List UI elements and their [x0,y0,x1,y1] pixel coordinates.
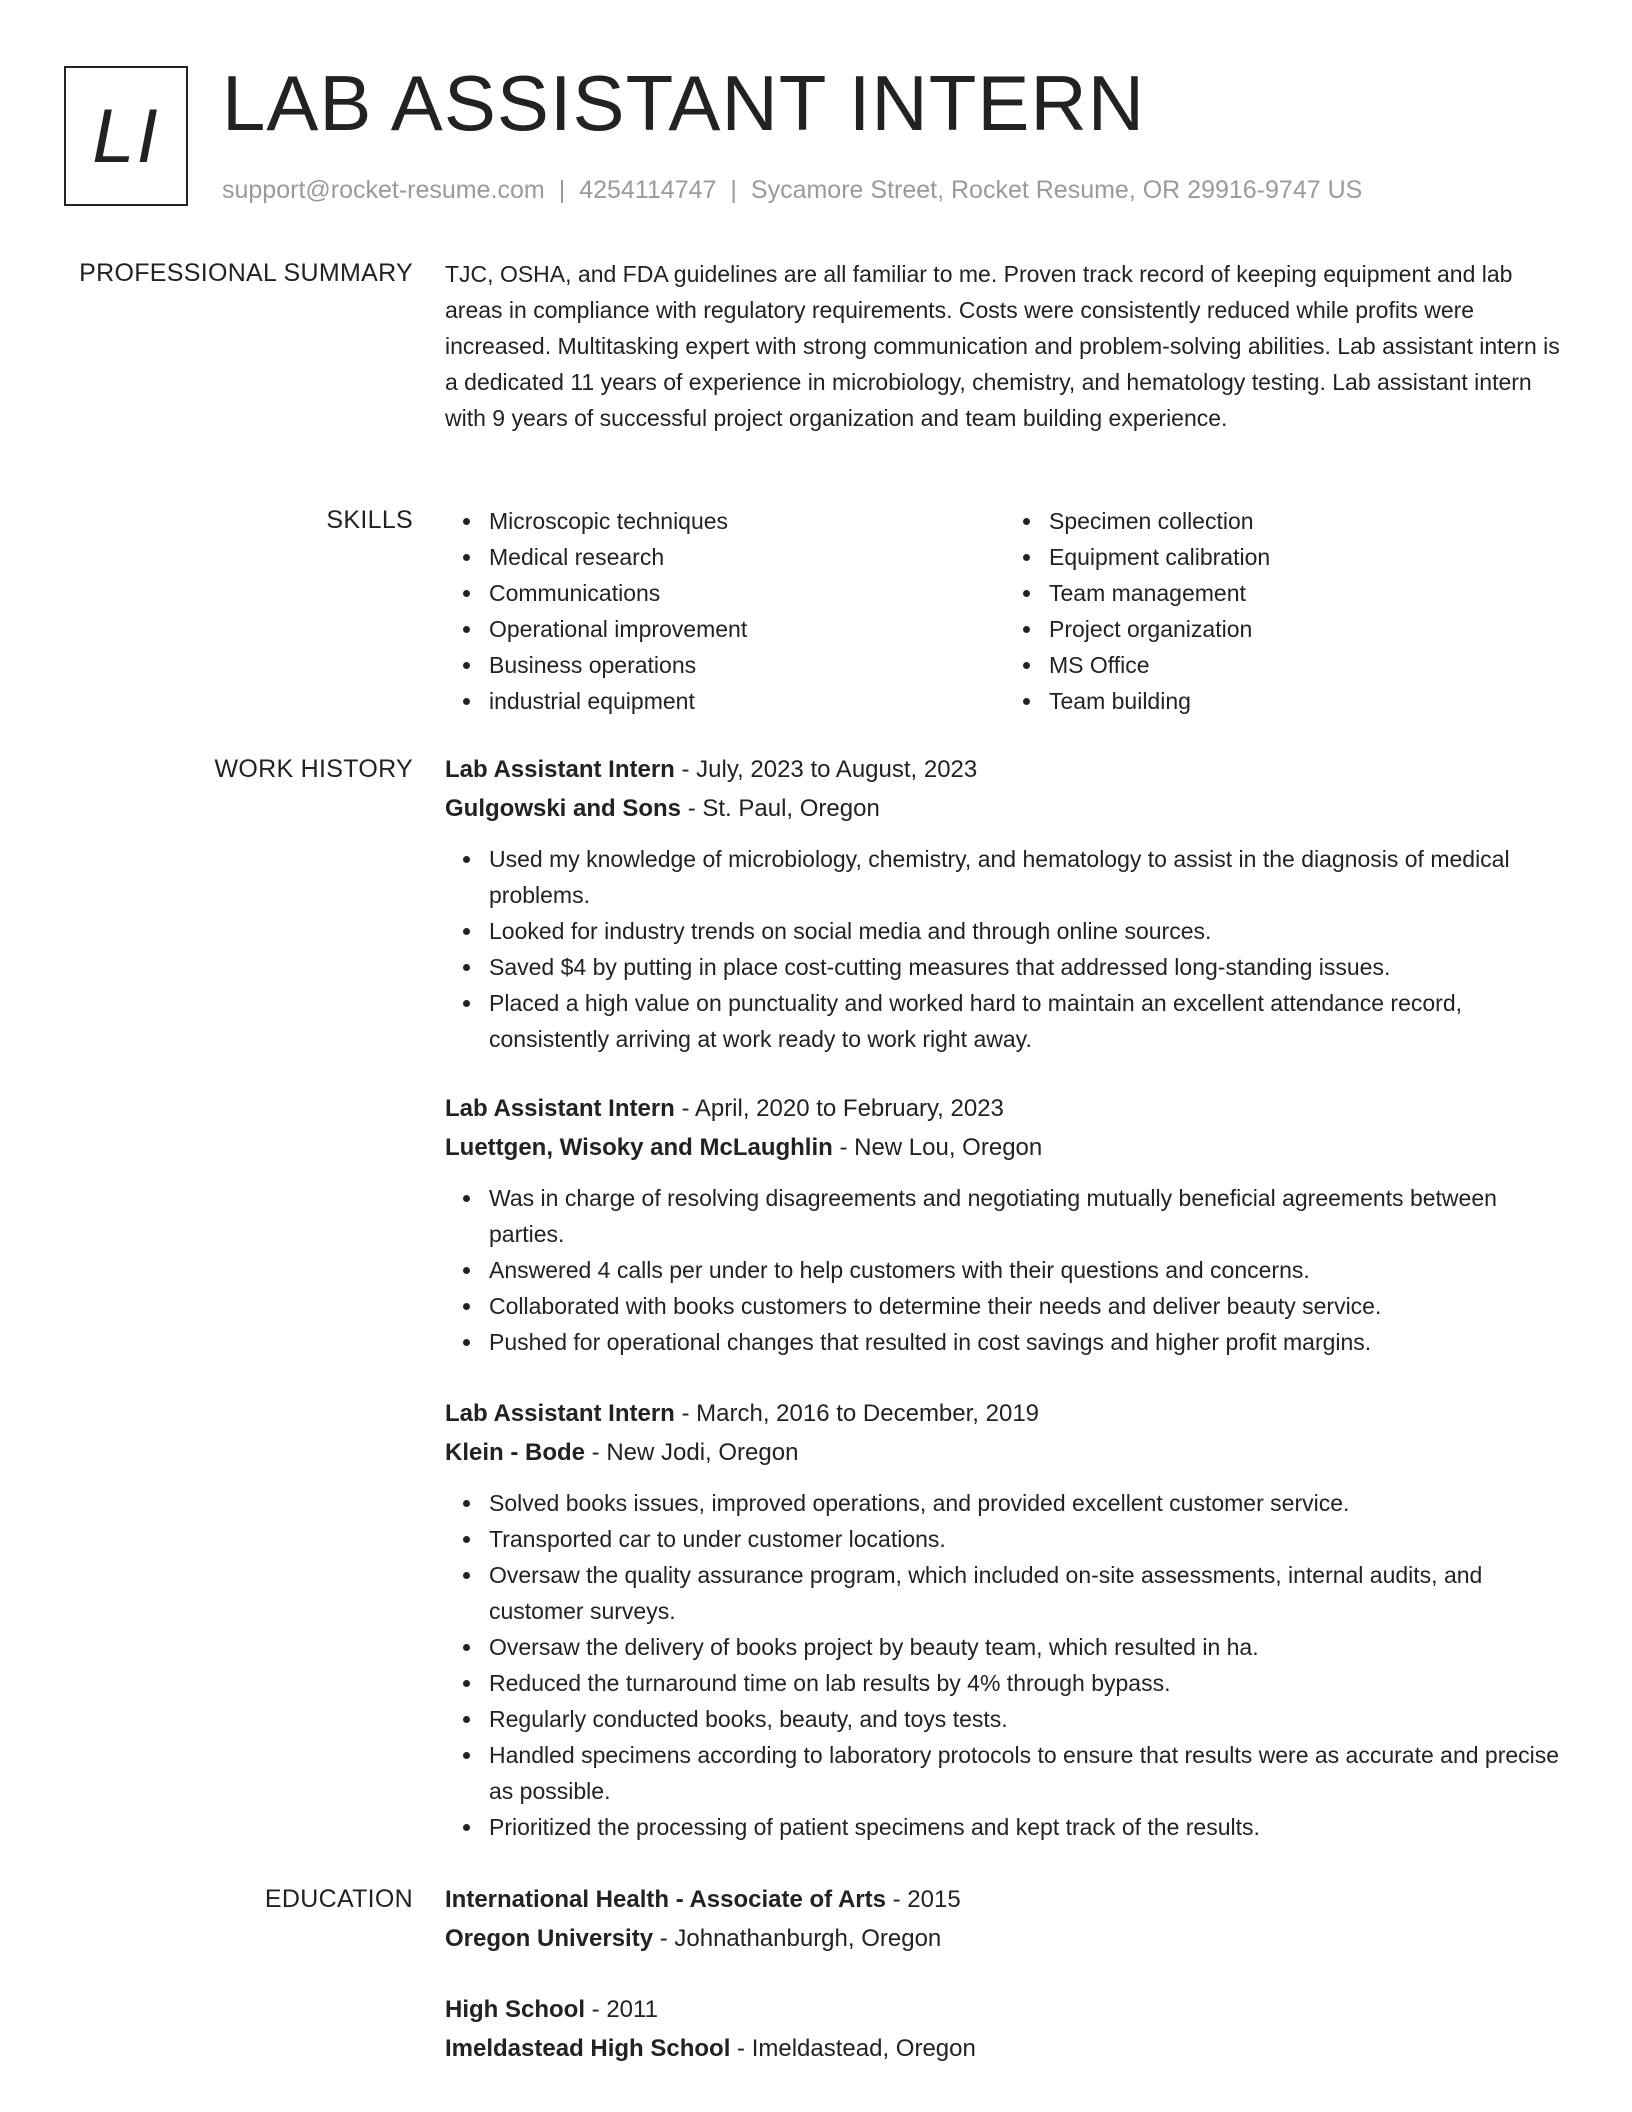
job-location: - New Jodi, Oregon [585,1439,799,1466]
job-bullet: Solved books issues, improved operations, and provided excellent customer service. [489,1485,1565,1521]
skill-item: Project organization [1049,611,1565,647]
job-bullet: Oversaw the quality assurance program, which included on-site assessments, internal audits, and customer surveys. [489,1557,1565,1629]
skill-item: Team building [1049,683,1565,719]
section-label-education: EDUCATION [264,1885,413,1913]
job-company-line [445,789,1565,828]
job-title-line [445,750,1565,789]
job-title: Lab Assistant Intern [445,1400,675,1427]
education-location: - Imeldastead, Oregon [730,2035,976,2062]
education-degree-line [445,1880,1565,1919]
contact-separator: | [730,176,737,204]
section-label-summary: PROFESSIONAL SUMMARY [79,259,413,287]
job-bullet: Pushed for operational changes that resulted in cost savings and higher profit margins. [489,1324,1565,1360]
job-bullet: Was in charge of resolving disagreements and negotiating mutually beneficial agreements between parties. [489,1180,1565,1252]
job-bullet: Prioritized the processing of patient specimens and kept track of the results. [489,1809,1565,1845]
job-bullet: Placed a high value on punctuality and worked hard to maintain an excellent attendance record, consistently arriving at work ready to work right away. [489,985,1565,1057]
job-company: Gulgowski and Sons [445,795,682,822]
job-bullet: Used my knowledge of microbiology, chemistry, and hematology to assist in the diagnosis of medical problems. [489,841,1565,913]
job-bullet: Handled specimens according to laboratory protocols to ensure that results were as accurate and precise as possible. [489,1737,1565,1809]
skill-item: Operational improvement [489,611,1005,647]
job-title: Lab Assistant Intern [445,1095,675,1122]
job-dates: - March, 2016 to December, 2019 [674,1400,1040,1427]
contact-address: Sycamore Street, Rocket Resume, OR 29916-9747 US [750,176,1363,204]
education-school-line [445,2029,1565,2068]
job-title-line [445,1089,1565,1128]
education-year: - 2011 [585,1996,658,2023]
page-title: LAB ASSISTANT INTERN [222,59,1146,147]
job-bullet: Answered 4 calls per under to help customers with their questions and concerns. [489,1252,1565,1288]
contact-email[interactable]: support@rocket-resume.com [222,176,545,204]
job-bullet: Regularly conducted books, beauty, and toys tests. [489,1701,1565,1737]
summary-text: TJC, OSHA, and FDA guidelines are all familiar to me. Proven track record of keeping equipment and lab areas in compliance with regulatory requirements. Costs were consistently reduced while profits were increased. Multitasking expert with strong communication and problem-solving abilities. Lab assistant intern is a dedicated 11 years of experience in microbiology, chemistry, and hematology testing. Lab assistant intern with 9 years of successful project organization and team building experience. [445,261,1560,431]
job-company: Luettgen, Wisoky and McLaughlin [445,1134,833,1161]
education-degree-line [445,1990,1565,2029]
skill-item: Specimen collection [1049,503,1565,539]
skill-item: industrial equipment [489,683,1005,719]
job-bullet: Oversaw the delivery of books project by beauty team, which resulted in ha. [489,1629,1565,1665]
job-title: Lab Assistant Intern [445,756,675,783]
education-degree: International Health - Associate of Arts [445,1886,886,1913]
education-school: Imeldastead High School [445,2035,731,2062]
job-title-line [445,1394,1565,1433]
job-company: Klein - Bode [445,1439,586,1466]
contact-phone[interactable]: 4254114747 [579,176,717,204]
job-company-line [445,1128,1565,1167]
job-bullets [445,1485,1565,1845]
skills-list-right [1005,503,1565,719]
skills-list-left [445,503,1005,719]
job-bullets [445,841,1565,1057]
job-bullet: Saved $4 by putting in place cost-cutting measures that addressed long-standing issues. [489,949,1565,985]
education-degree: High School [445,1996,585,2023]
job-dates: - July, 2023 to August, 2023 [674,756,978,783]
skill-item: Business operations [489,647,1005,683]
section-label-work: WORK HISTORY [214,755,413,783]
job-location: - St. Paul, Oregon [681,795,880,822]
skill-item: Equipment calibration [1049,539,1565,575]
job-dates: - April, 2020 to February, 2023 [674,1095,1004,1122]
job-bullet: Collaborated with books customers to determine their needs and deliver beauty service. [489,1288,1565,1324]
job-bullets [445,1180,1565,1360]
education-school: Oregon University [445,1925,654,1952]
job-bullet: Transported car to under customer locations. [489,1521,1565,1557]
job-location: - New Lou, Oregon [832,1134,1043,1161]
education-school-line [445,1919,1565,1958]
contact-line [222,174,1362,206]
skill-item: Team management [1049,575,1565,611]
monogram-logo: LI [64,66,188,206]
job-bullet: Reduced the turnaround time on lab results by 4% through bypass. [489,1665,1565,1701]
section-label-skills: SKILLS [326,506,413,534]
job-bullet: Looked for industry trends on social media and through online sources. [489,913,1565,949]
skill-item: MS Office [1049,647,1565,683]
skill-item: Communications [489,575,1005,611]
education-location: - Johnathanburgh, Oregon [653,1925,942,1952]
job-company-line [445,1433,1565,1472]
contact-separator: | [558,176,566,204]
skill-item: Microscopic techniques [489,503,1005,539]
skill-item: Medical research [489,539,1005,575]
education-year: - 2015 [885,1886,961,1913]
